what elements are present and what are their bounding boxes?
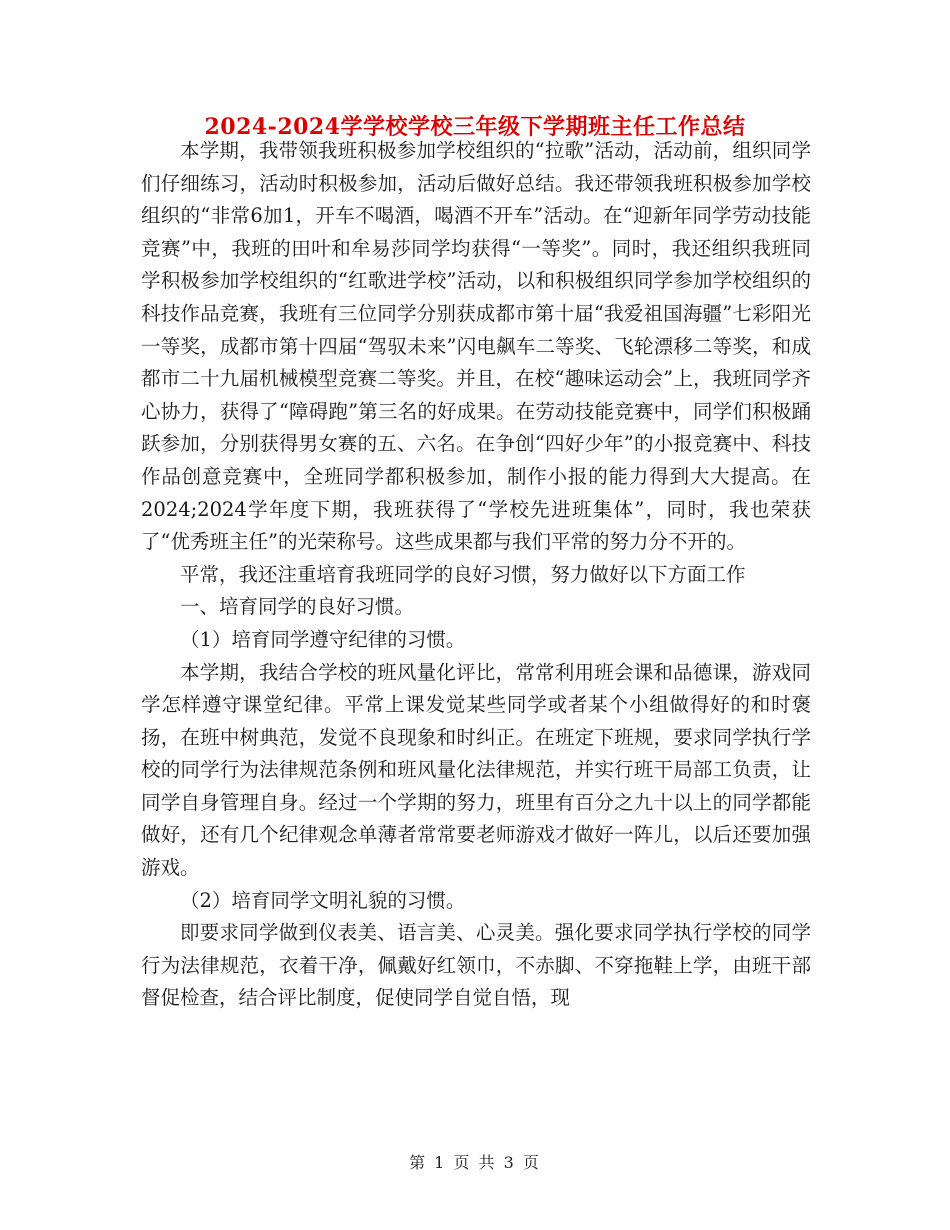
paragraph: 一、培育同学的良好习惯。 bbox=[180, 595, 415, 619]
page-footer: 第 1 页 共 3 页 bbox=[409, 1153, 541, 1172]
paragraph: 本学期，我结合学校的班风量化评比，常常利用班会课和品德课，游戏同学怎样遵守课堂纪律。平常上课发觉某些同学或者某个小组做得好的和时褒扬，在班中树典范，发觉不良现象和时纠正。在班定下班规，要求同学执行学校的同学行为法律规范条例和班风量化法律规范，并实行班干局部工负责，让同学自身管理自身。经过一个学期的努力，班里有百分之九十以上的同学都能做好，还有几个纪律观念单薄者常常要老师游戏才做好一阵儿，以后还要加强游戏。 bbox=[141, 660, 811, 880]
paragraph: （2）培育同学文明礼貌的习惯。 bbox=[180, 888, 466, 912]
document-title: 2024-2024学学校学校三年级下学期班主任工作总结 bbox=[204, 114, 746, 140]
paragraph: 即要求同学做到仪表美、语言美、心灵美。强化要求同学执行学校的同学行为法律规范，衣着干净，佩戴好红领巾，不赤脚、不穿拖鞋上学，由班干部督促检查，结合评比制度，促使同学自觉自悟，现 bbox=[141, 921, 811, 1010]
paragraph: 平常，我还注重培育我班同学的良好习惯，努力做好以下方面工作 bbox=[180, 562, 746, 586]
document-body bbox=[141, 135, 811, 1015]
paragraph: 本学期，我带领我班积极参加学校组织的“拉歌”活动，活动前，组织同学们仔细练习，活动时积极参加，活动后做好总结。我还带领我班积极参加学校组织的“非常6加1，开车不喝酒，喝酒不开车”活动。在“迎新年同学劳动技能竞赛”中，我班的田叶和牟易莎同学均获得“一等奖”。同时，我还组织我班同学积极参加学校组织的“红歌进学校”活动，以和积极组织同学参加学校组织的科技作品竞赛，我班有三位同学分别获成都市第十届“我爱祖国海疆”七彩阳光一等奖，成都市第十四届“驾驭未来”闪电飙车二等奖、飞轮漂移二等奖，和成都市二十九届机械模型竞赛二等奖。并且，在校“趣味运动会”上，我班同学齐心协力，获得了“障碍跑”第三名的好成果。在劳动技能竞赛中，同学们积极踊跃参加，分别获得男女赛的五、六名。在争创“四好少年”的小报竞赛中、科技作品创意竞赛中，全班同学都积极参加，制作小报的能力得到大大提高。在2024;2024学年度下期，我班获得了“学校先进班集体”，同时，我也荣获了“优秀班主任”的光荣称号。这些成果都与我们平常的努力分不开的。 bbox=[141, 139, 811, 554]
paragraph: （1）培育同学遵守纪律的习惯。 bbox=[180, 627, 466, 651]
